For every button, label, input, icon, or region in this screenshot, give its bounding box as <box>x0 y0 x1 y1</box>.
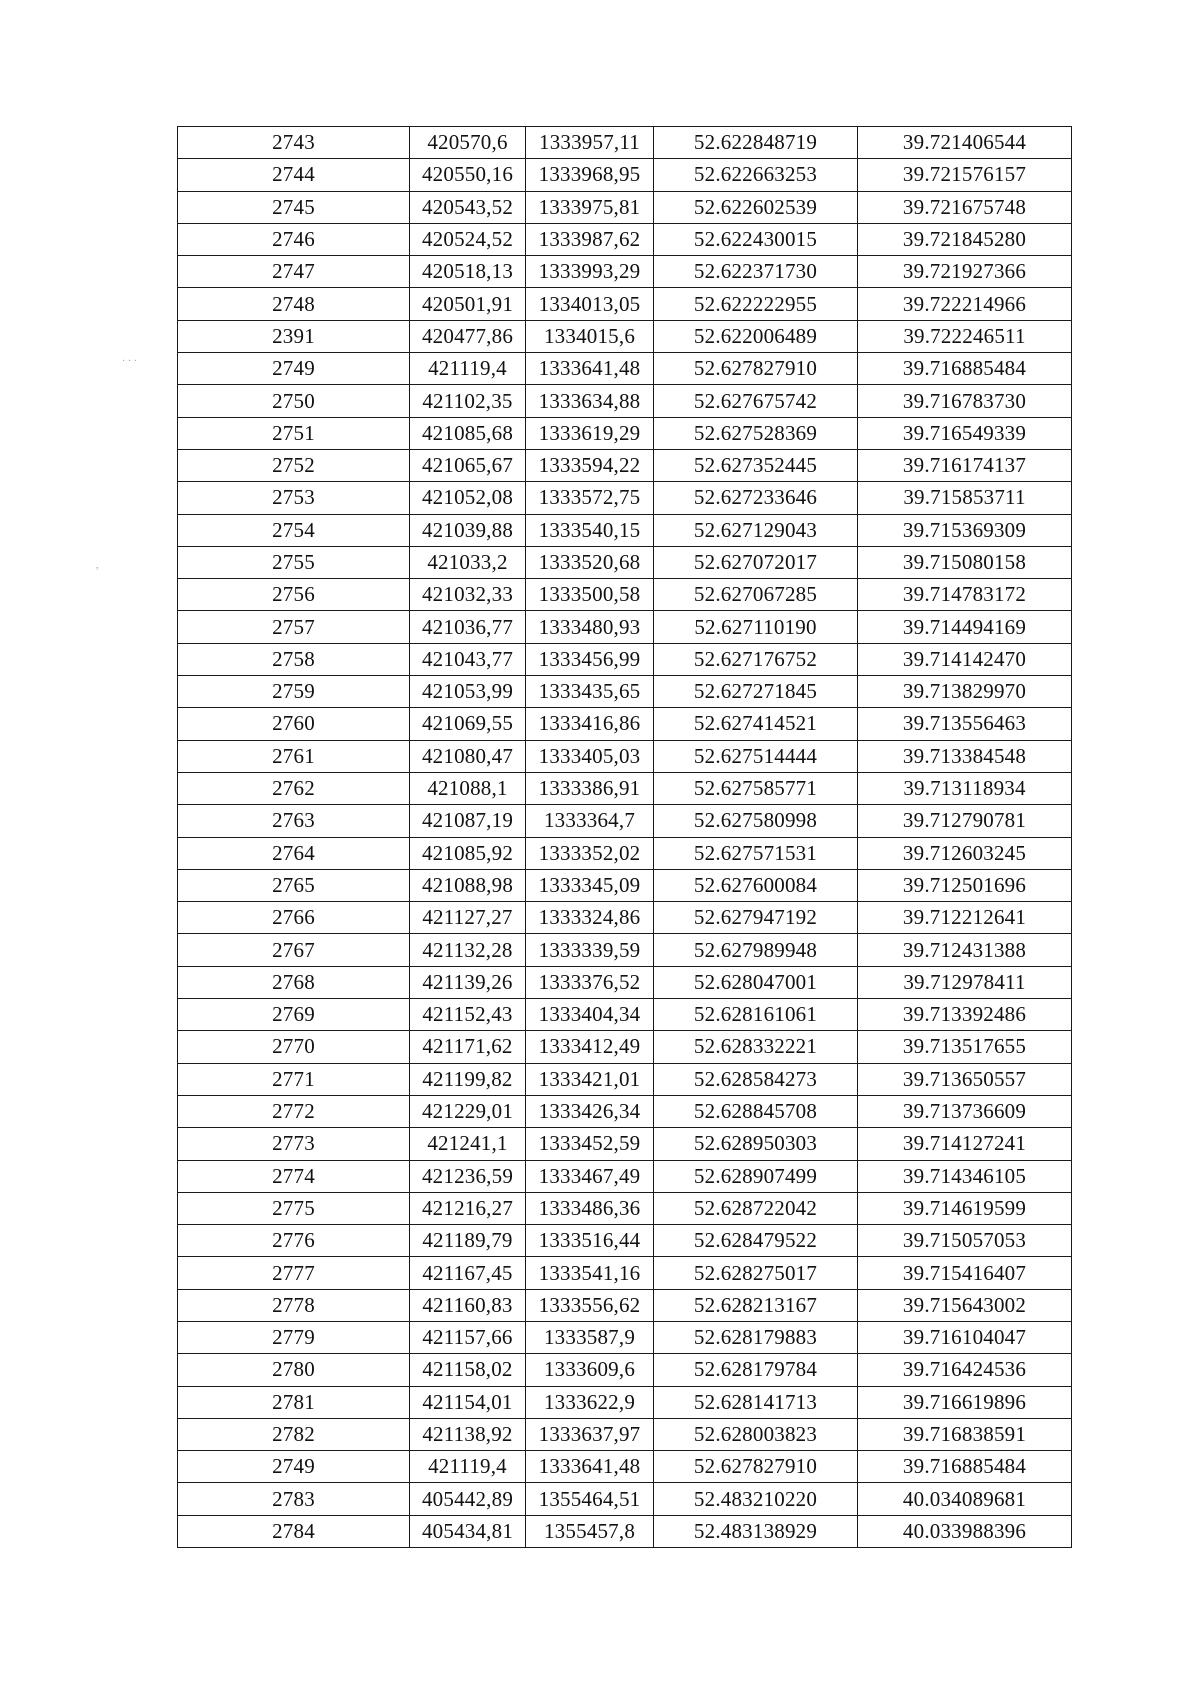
point-number-cell: 2780 <box>178 1354 410 1386</box>
x-coordinate-cell: 421080,47 <box>410 740 526 772</box>
x-coordinate-cell: 421216,27 <box>410 1192 526 1224</box>
longitude-cell: 39.715416407 <box>858 1257 1072 1289</box>
x-coordinate-cell: 421171,62 <box>410 1031 526 1063</box>
point-number-cell: 2764 <box>178 837 410 869</box>
latitude-cell: 52.628213167 <box>654 1289 858 1321</box>
latitude-cell: 52.628722042 <box>654 1192 858 1224</box>
coordinates-table-body <box>178 127 1072 1548</box>
point-number-cell: 2743 <box>178 127 410 159</box>
latitude-cell: 52.628179883 <box>654 1321 858 1353</box>
latitude-cell: 52.622222955 <box>654 288 858 320</box>
point-number-cell: 2765 <box>178 869 410 901</box>
point-number-cell: 2754 <box>178 514 410 546</box>
x-coordinate-cell: 421032,33 <box>410 579 526 611</box>
y-coordinate-cell: 1334013,05 <box>526 288 654 320</box>
point-number-cell: 2773 <box>178 1128 410 1160</box>
latitude-cell: 52.627827910 <box>654 353 858 385</box>
point-number-cell: 2745 <box>178 191 410 223</box>
table-row <box>178 546 1072 578</box>
longitude-cell: 39.714494169 <box>858 611 1072 643</box>
longitude-cell: 39.714783172 <box>858 579 1072 611</box>
x-coordinate-cell: 421102,35 <box>410 385 526 417</box>
table-row <box>178 740 1072 772</box>
y-coordinate-cell: 1333435,65 <box>526 676 654 708</box>
latitude-cell: 52.627989948 <box>654 934 858 966</box>
x-coordinate-cell: 420477,86 <box>410 320 526 352</box>
x-coordinate-cell: 421039,88 <box>410 514 526 546</box>
table-row <box>178 482 1072 514</box>
x-coordinate-cell: 405434,81 <box>410 1515 526 1547</box>
table-row <box>178 1451 1072 1483</box>
latitude-cell: 52.627176752 <box>654 643 858 675</box>
point-number-cell: 2749 <box>178 353 410 385</box>
y-coordinate-cell: 1333622,9 <box>526 1386 654 1418</box>
y-coordinate-cell: 1333641,48 <box>526 1451 654 1483</box>
table-row <box>178 1128 1072 1160</box>
point-number-cell: 2753 <box>178 482 410 514</box>
longitude-cell: 39.716885484 <box>858 353 1072 385</box>
x-coordinate-cell: 405442,89 <box>410 1483 526 1515</box>
latitude-cell: 52.628161061 <box>654 999 858 1031</box>
x-coordinate-cell: 421087,19 <box>410 805 526 837</box>
longitude-cell: 39.714127241 <box>858 1128 1072 1160</box>
point-number-cell: 2750 <box>178 385 410 417</box>
x-coordinate-cell: 421053,99 <box>410 676 526 708</box>
latitude-cell: 52.628584273 <box>654 1063 858 1095</box>
point-number-cell: 2748 <box>178 288 410 320</box>
y-coordinate-cell: 1355457,8 <box>526 1515 654 1547</box>
y-coordinate-cell: 1333968,95 <box>526 159 654 191</box>
latitude-cell: 52.622371730 <box>654 256 858 288</box>
y-coordinate-cell: 1333452,59 <box>526 1128 654 1160</box>
longitude-cell: 39.712603245 <box>858 837 1072 869</box>
table-row <box>178 1095 1072 1127</box>
point-number-cell: 2766 <box>178 902 410 934</box>
x-coordinate-cell: 421088,1 <box>410 772 526 804</box>
latitude-cell: 52.627580998 <box>654 805 858 837</box>
y-coordinate-cell: 1333386,91 <box>526 772 654 804</box>
table-row <box>178 1063 1072 1095</box>
table-row <box>178 514 1072 546</box>
latitude-cell: 52.627600084 <box>654 869 858 901</box>
latitude-cell: 52.627414521 <box>654 708 858 740</box>
longitude-cell: 40.034089681 <box>858 1483 1072 1515</box>
longitude-cell: 39.714619599 <box>858 1192 1072 1224</box>
point-number-cell: 2783 <box>178 1483 410 1515</box>
longitude-cell: 39.713118934 <box>858 772 1072 804</box>
point-number-cell: 2770 <box>178 1031 410 1063</box>
x-coordinate-cell: 421154,01 <box>410 1386 526 1418</box>
point-number-cell: 2767 <box>178 934 410 966</box>
y-coordinate-cell: 1333957,11 <box>526 127 654 159</box>
x-coordinate-cell: 421189,79 <box>410 1225 526 1257</box>
latitude-cell: 52.628141713 <box>654 1386 858 1418</box>
longitude-cell: 39.716783730 <box>858 385 1072 417</box>
latitude-cell: 52.622602539 <box>654 191 858 223</box>
longitude-cell: 39.721845280 <box>858 223 1072 255</box>
longitude-cell: 39.713392486 <box>858 999 1072 1031</box>
x-coordinate-cell: 421033,2 <box>410 546 526 578</box>
latitude-cell: 52.627072017 <box>654 546 858 578</box>
latitude-cell: 52.627827910 <box>654 1451 858 1483</box>
latitude-cell: 52.627271845 <box>654 676 858 708</box>
x-coordinate-cell: 421241,1 <box>410 1128 526 1160</box>
x-coordinate-cell: 421119,4 <box>410 1451 526 1483</box>
y-coordinate-cell: 1333520,68 <box>526 546 654 578</box>
longitude-cell: 39.713736609 <box>858 1095 1072 1127</box>
latitude-cell: 52.622006489 <box>654 320 858 352</box>
longitude-cell: 39.713517655 <box>858 1031 1072 1063</box>
point-number-cell: 2784 <box>178 1515 410 1547</box>
longitude-cell: 39.713829970 <box>858 676 1072 708</box>
x-coordinate-cell: 421138,92 <box>410 1418 526 1450</box>
longitude-cell: 39.716424536 <box>858 1354 1072 1386</box>
table-row <box>178 449 1072 481</box>
y-coordinate-cell: 1333500,58 <box>526 579 654 611</box>
x-coordinate-cell: 421152,43 <box>410 999 526 1031</box>
point-number-cell: 2777 <box>178 1257 410 1289</box>
table-row <box>178 256 1072 288</box>
y-coordinate-cell: 1333987,62 <box>526 223 654 255</box>
longitude-cell: 40.033988396 <box>858 1515 1072 1547</box>
point-number-cell: 2755 <box>178 546 410 578</box>
latitude-cell: 52.483210220 <box>654 1483 858 1515</box>
table-row <box>178 1483 1072 1515</box>
x-coordinate-cell: 421119,4 <box>410 353 526 385</box>
point-number-cell: 2776 <box>178 1225 410 1257</box>
point-number-cell: 2782 <box>178 1418 410 1450</box>
x-coordinate-cell: 421043,77 <box>410 643 526 675</box>
table-row <box>178 159 1072 191</box>
table-row <box>178 1418 1072 1450</box>
table-row <box>178 1354 1072 1386</box>
point-number-cell: 2757 <box>178 611 410 643</box>
longitude-cell: 39.716619896 <box>858 1386 1072 1418</box>
y-coordinate-cell: 1333486,36 <box>526 1192 654 1224</box>
longitude-cell: 39.716549339 <box>858 417 1072 449</box>
scan-speck: , <box>96 560 99 571</box>
x-coordinate-cell: 421052,08 <box>410 482 526 514</box>
table-row <box>178 1257 1072 1289</box>
point-number-cell: 2774 <box>178 1160 410 1192</box>
table-row <box>178 1515 1072 1547</box>
point-number-cell: 2761 <box>178 740 410 772</box>
y-coordinate-cell: 1333405,03 <box>526 740 654 772</box>
y-coordinate-cell: 1333540,15 <box>526 514 654 546</box>
point-number-cell: 2769 <box>178 999 410 1031</box>
x-coordinate-cell: 421132,28 <box>410 934 526 966</box>
longitude-cell: 39.712501696 <box>858 869 1072 901</box>
longitude-cell: 39.715369309 <box>858 514 1072 546</box>
latitude-cell: 52.628047001 <box>654 966 858 998</box>
x-coordinate-cell: 421085,68 <box>410 417 526 449</box>
y-coordinate-cell: 1333975,81 <box>526 191 654 223</box>
longitude-cell: 39.722246511 <box>858 320 1072 352</box>
table-row <box>178 934 1072 966</box>
x-coordinate-cell: 421199,82 <box>410 1063 526 1095</box>
y-coordinate-cell: 1333993,29 <box>526 256 654 288</box>
y-coordinate-cell: 1333641,48 <box>526 353 654 385</box>
point-number-cell: 2749 <box>178 1451 410 1483</box>
x-coordinate-cell: 421157,66 <box>410 1321 526 1353</box>
x-coordinate-cell: 421139,26 <box>410 966 526 998</box>
y-coordinate-cell: 1333541,16 <box>526 1257 654 1289</box>
latitude-cell: 52.628275017 <box>654 1257 858 1289</box>
y-coordinate-cell: 1333637,97 <box>526 1418 654 1450</box>
y-coordinate-cell: 1333587,9 <box>526 1321 654 1353</box>
y-coordinate-cell: 1333456,99 <box>526 643 654 675</box>
y-coordinate-cell: 1333480,93 <box>526 611 654 643</box>
longitude-cell: 39.716838591 <box>858 1418 1072 1450</box>
table-row <box>178 417 1072 449</box>
y-coordinate-cell: 1333352,02 <box>526 837 654 869</box>
latitude-cell: 52.628003823 <box>654 1418 858 1450</box>
x-coordinate-cell: 421167,45 <box>410 1257 526 1289</box>
point-number-cell: 2763 <box>178 805 410 837</box>
table-row <box>178 288 1072 320</box>
latitude-cell: 52.628479522 <box>654 1225 858 1257</box>
y-coordinate-cell: 1355464,51 <box>526 1483 654 1515</box>
point-number-cell: 2768 <box>178 966 410 998</box>
longitude-cell: 39.721927366 <box>858 256 1072 288</box>
x-coordinate-cell: 420501,91 <box>410 288 526 320</box>
point-number-cell: 2778 <box>178 1289 410 1321</box>
x-coordinate-cell: 421229,01 <box>410 1095 526 1127</box>
x-coordinate-cell: 421127,27 <box>410 902 526 934</box>
table-row <box>178 1386 1072 1418</box>
longitude-cell: 39.712431388 <box>858 934 1072 966</box>
x-coordinate-cell: 420518,13 <box>410 256 526 288</box>
y-coordinate-cell: 1333426,34 <box>526 1095 654 1127</box>
point-number-cell: 2752 <box>178 449 410 481</box>
longitude-cell: 39.721675748 <box>858 191 1072 223</box>
point-number-cell: 2775 <box>178 1192 410 1224</box>
longitude-cell: 39.715643002 <box>858 1289 1072 1321</box>
table-row <box>178 869 1072 901</box>
latitude-cell: 52.627585771 <box>654 772 858 804</box>
table-row <box>178 579 1072 611</box>
y-coordinate-cell: 1333345,09 <box>526 869 654 901</box>
table-row <box>178 191 1072 223</box>
y-coordinate-cell: 1333412,49 <box>526 1031 654 1063</box>
latitude-cell: 52.628179784 <box>654 1354 858 1386</box>
x-coordinate-cell: 420570,6 <box>410 127 526 159</box>
y-coordinate-cell: 1334015,6 <box>526 320 654 352</box>
latitude-cell: 52.627067285 <box>654 579 858 611</box>
table-row <box>178 1289 1072 1321</box>
y-coordinate-cell: 1333609,6 <box>526 1354 654 1386</box>
y-coordinate-cell: 1333634,88 <box>526 385 654 417</box>
scan-speck: · · · <box>122 356 137 367</box>
table-row <box>178 1031 1072 1063</box>
point-number-cell: 2771 <box>178 1063 410 1095</box>
point-number-cell: 2781 <box>178 1386 410 1418</box>
y-coordinate-cell: 1333594,22 <box>526 449 654 481</box>
y-coordinate-cell: 1333416,86 <box>526 708 654 740</box>
table-row <box>178 1321 1072 1353</box>
point-number-cell: 2391 <box>178 320 410 352</box>
x-coordinate-cell: 420524,52 <box>410 223 526 255</box>
x-coordinate-cell: 421158,02 <box>410 1354 526 1386</box>
x-coordinate-cell: 421036,77 <box>410 611 526 643</box>
longitude-cell: 39.713556463 <box>858 708 1072 740</box>
y-coordinate-cell: 1333364,7 <box>526 805 654 837</box>
x-coordinate-cell: 421088,98 <box>410 869 526 901</box>
table-row <box>178 676 1072 708</box>
point-number-cell: 2756 <box>178 579 410 611</box>
table-row <box>178 837 1072 869</box>
y-coordinate-cell: 1333572,75 <box>526 482 654 514</box>
point-number-cell: 2762 <box>178 772 410 804</box>
y-coordinate-cell: 1333376,52 <box>526 966 654 998</box>
y-coordinate-cell: 1333421,01 <box>526 1063 654 1095</box>
point-number-cell: 2744 <box>178 159 410 191</box>
longitude-cell: 39.716174137 <box>858 449 1072 481</box>
point-number-cell: 2758 <box>178 643 410 675</box>
longitude-cell: 39.716104047 <box>858 1321 1072 1353</box>
point-number-cell: 2759 <box>178 676 410 708</box>
latitude-cell: 52.627514444 <box>654 740 858 772</box>
longitude-cell: 39.713384548 <box>858 740 1072 772</box>
table-row <box>178 223 1072 255</box>
latitude-cell: 52.627675742 <box>654 385 858 417</box>
longitude-cell: 39.712212641 <box>858 902 1072 934</box>
point-number-cell: 2747 <box>178 256 410 288</box>
longitude-cell: 39.715853711 <box>858 482 1072 514</box>
latitude-cell: 52.628907499 <box>654 1160 858 1192</box>
coordinates-table <box>177 126 1072 1548</box>
table-row <box>178 611 1072 643</box>
longitude-cell: 39.714346105 <box>858 1160 1072 1192</box>
latitude-cell: 52.622430015 <box>654 223 858 255</box>
x-coordinate-cell: 420550,16 <box>410 159 526 191</box>
latitude-cell: 52.483138929 <box>654 1515 858 1547</box>
latitude-cell: 52.627528369 <box>654 417 858 449</box>
point-number-cell: 2751 <box>178 417 410 449</box>
longitude-cell: 39.712790781 <box>858 805 1072 837</box>
table-row <box>178 1225 1072 1257</box>
longitude-cell: 39.721576157 <box>858 159 1072 191</box>
table-row <box>178 353 1072 385</box>
y-coordinate-cell: 1333339,59 <box>526 934 654 966</box>
table-row <box>178 1160 1072 1192</box>
longitude-cell: 39.712978411 <box>858 966 1072 998</box>
table-row <box>178 127 1072 159</box>
latitude-cell: 52.628332221 <box>654 1031 858 1063</box>
x-coordinate-cell: 421160,83 <box>410 1289 526 1321</box>
longitude-cell: 39.715057053 <box>858 1225 1072 1257</box>
point-number-cell: 2779 <box>178 1321 410 1353</box>
x-coordinate-cell: 421065,67 <box>410 449 526 481</box>
longitude-cell: 39.716885484 <box>858 1451 1072 1483</box>
y-coordinate-cell: 1333404,34 <box>526 999 654 1031</box>
table-row <box>178 966 1072 998</box>
y-coordinate-cell: 1333556,62 <box>526 1289 654 1321</box>
latitude-cell: 52.627129043 <box>654 514 858 546</box>
table-row <box>178 805 1072 837</box>
table-row <box>178 999 1072 1031</box>
table-row <box>178 772 1072 804</box>
latitude-cell: 52.628845708 <box>654 1095 858 1127</box>
point-number-cell: 2746 <box>178 223 410 255</box>
y-coordinate-cell: 1333619,29 <box>526 417 654 449</box>
latitude-cell: 52.622848719 <box>654 127 858 159</box>
longitude-cell: 39.715080158 <box>858 546 1072 578</box>
y-coordinate-cell: 1333324,86 <box>526 902 654 934</box>
point-number-cell: 2760 <box>178 708 410 740</box>
longitude-cell: 39.722214966 <box>858 288 1072 320</box>
latitude-cell: 52.627947192 <box>654 902 858 934</box>
table-row <box>178 320 1072 352</box>
latitude-cell: 52.627110190 <box>654 611 858 643</box>
x-coordinate-cell: 421236,59 <box>410 1160 526 1192</box>
longitude-cell: 39.721406544 <box>858 127 1072 159</box>
longitude-cell: 39.714142470 <box>858 643 1072 675</box>
table-row <box>178 1192 1072 1224</box>
table-row <box>178 643 1072 675</box>
x-coordinate-cell: 421069,55 <box>410 708 526 740</box>
latitude-cell: 52.627571531 <box>654 837 858 869</box>
table-row <box>178 902 1072 934</box>
latitude-cell: 52.622663253 <box>654 159 858 191</box>
y-coordinate-cell: 1333467,49 <box>526 1160 654 1192</box>
x-coordinate-cell: 421085,92 <box>410 837 526 869</box>
latitude-cell: 52.627352445 <box>654 449 858 481</box>
table-row <box>178 708 1072 740</box>
x-coordinate-cell: 420543,52 <box>410 191 526 223</box>
table-row <box>178 385 1072 417</box>
longitude-cell: 39.713650557 <box>858 1063 1072 1095</box>
latitude-cell: 52.627233646 <box>654 482 858 514</box>
point-number-cell: 2772 <box>178 1095 410 1127</box>
latitude-cell: 52.628950303 <box>654 1128 858 1160</box>
y-coordinate-cell: 1333516,44 <box>526 1225 654 1257</box>
